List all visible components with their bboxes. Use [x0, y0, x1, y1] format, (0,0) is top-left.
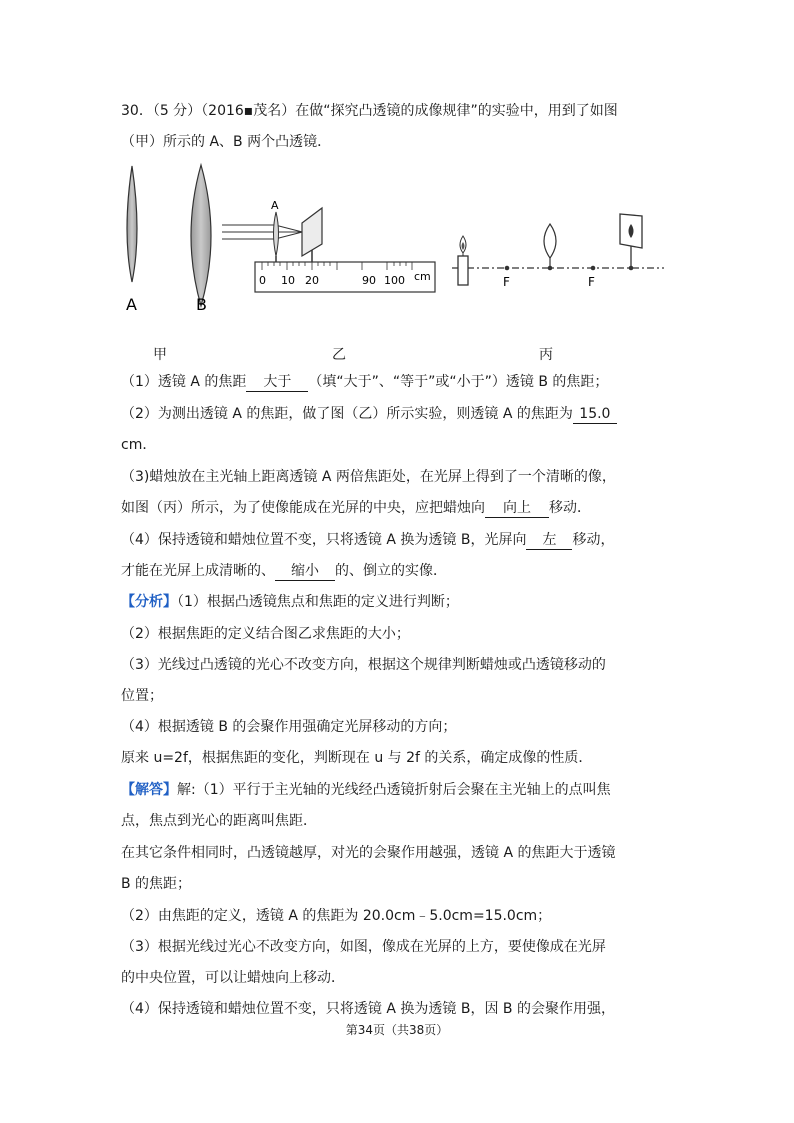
q3-text-before: 如图（丙）所示，为了使像能成在光屏的中央，应把蜡烛向 — [121, 500, 485, 516]
lens-b-label: B — [196, 295, 207, 314]
analysis-line-6: 原来 u=2f，根据焦距的变化，判断现在 u 与 2f 的关系，确定成像的性质． — [121, 750, 593, 766]
lens-b-shape — [191, 165, 211, 306]
solution-line-3: 在其它条件相同时，凸透镜越厚，对光的会聚作用越强，透镜 A 的焦距大于透镜 — [121, 845, 616, 861]
q1-text-after: （填“大于”、“等于”或“小于”）透镜 B 的焦距； — [308, 374, 609, 390]
analysis-line-1 — [121, 592, 459, 612]
focus-point-1 — [505, 266, 510, 271]
light-screen-yi — [302, 208, 322, 263]
ruler-unit: cm — [414, 270, 431, 283]
q4-text-after: 移动， — [572, 532, 615, 548]
question-line-1: 30．（5 分）（2016▪茂名）在做“探究凸透镜的成像规律”的实验中，用到了如图 — [121, 103, 618, 119]
q3-line-2 — [121, 498, 591, 518]
focus-label-2: F — [588, 275, 595, 289]
q1-text-before: （1）透镜 A 的焦距 — [121, 374, 247, 390]
ruler-tick-0: 0 — [259, 274, 266, 287]
q4-line-2 — [121, 561, 447, 581]
solution-tag: 【解答】 — [121, 782, 177, 798]
lens-a-shape — [127, 166, 137, 282]
q3-text-after: 移动． — [549, 500, 591, 516]
q2-answer-blank: 15.0 — [573, 406, 617, 424]
solution-line-8: （4）保持透镜和蜡烛位置不变，只将透镜 A 换为透镜 B，因 B 的会聚作用强， — [121, 1001, 615, 1017]
q4-text-before-2: 才能在光屏上成清晰的、 — [121, 563, 275, 579]
figure-caption-yi: 乙 — [332, 347, 346, 363]
q4-text-before: （4）保持透镜和蜡烛位置不变，只将透镜 A 换为透镜 B，光屏向 — [121, 532, 527, 548]
light-screen-bing — [620, 214, 642, 270]
solution-line-5: （2）由焦距的定义，透镜 A 的焦距为 20.0cm﹣5.0cm=15.0cm； — [121, 908, 552, 924]
solution-line-1 — [121, 780, 611, 800]
analysis-line-3: （3）光线过凸透镜的光心不改变方向，根据这个规律判断蜡烛或凸透镜移动的 — [121, 657, 606, 673]
q4-text-after-2: 的、倒立的实像． — [335, 563, 447, 579]
q3-line-1: （3)蜡烛放在主光轴上距离透镜 A 两倍焦距处，在光屏上得到了一个清晰的像， — [121, 469, 616, 485]
q2-text-before: （2）为测出透镜 A 的焦距，做了图（乙）所示实验，则透镜 A 的焦距为 — [121, 406, 573, 422]
convex-lens-bing — [544, 224, 556, 270]
solution-line-4: B 的焦距； — [121, 876, 192, 892]
question-line-2: （甲）所示的 A、B 两个凸透镜． — [121, 134, 332, 150]
q3-answer-blank: 向上 — [485, 500, 549, 518]
analysis-tag: 【分析】 — [121, 594, 177, 610]
solution-line-7: 的中央位置，可以让蜡烛向上移动． — [121, 970, 345, 986]
solution-line-2: 点，焦点到光心的距离叫焦距． — [121, 813, 317, 829]
analysis-text-1: （1）根据凸透镜焦点和焦距的定义进行判断； — [177, 594, 459, 610]
analysis-line-4: 位置； — [121, 688, 163, 704]
solution-line-6: （3）根据光线过光心不改变方向，如图，像成在光屏的上方，要使像成在光屏 — [121, 939, 606, 955]
q4-line-1 — [121, 530, 614, 550]
q1-line — [121, 372, 608, 392]
focus-label-1: F — [503, 275, 510, 289]
q1-answer-blank: 大于 — [246, 374, 308, 392]
ruler-tick-10: 10 — [281, 274, 295, 287]
lens-a-small — [274, 212, 279, 263]
candle-icon — [458, 236, 468, 285]
focus-point-2 — [591, 266, 596, 271]
page-footer: 第34页（共38页） — [345, 1023, 449, 1037]
q2-line — [121, 404, 617, 424]
solution-text-1: 解:（1）平行于主光轴的光线经凸透镜折射后会聚在主光轴上的点叫焦 — [177, 782, 611, 798]
q4-answer-blank-1: 左 — [526, 532, 572, 550]
lens-a-label: A — [126, 295, 137, 314]
analysis-line-2: （2）根据焦距的定义结合图乙求焦距的大小； — [121, 626, 410, 642]
ruler-tick-90: 90 — [362, 274, 376, 287]
q2-unit-line: cm． — [121, 437, 157, 453]
ruler-tick-20: 20 — [305, 274, 319, 287]
analysis-line-5: （4）根据透镜 B 的会聚作用强确定光屏移动的方向； — [121, 719, 457, 735]
ruler-tick-100: 100 — [384, 274, 405, 287]
q4-answer-blank-2: 缩小 — [275, 563, 335, 581]
figure-caption-jia: 甲 — [153, 347, 167, 363]
figure-caption-bing: 丙 — [539, 347, 553, 363]
yi-lens-label: A — [271, 199, 279, 212]
